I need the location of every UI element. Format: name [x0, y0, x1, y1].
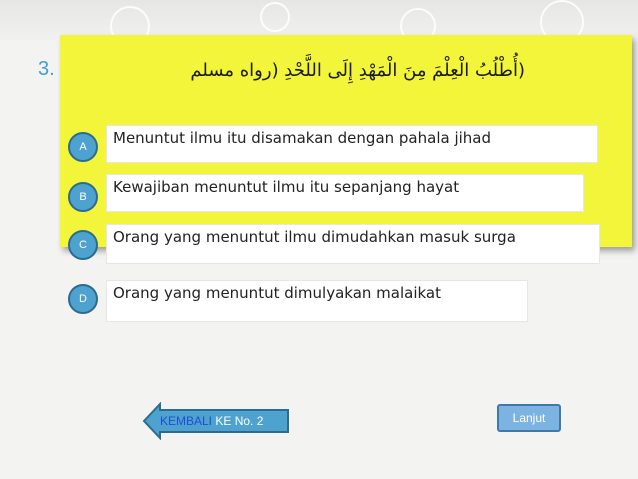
option-b-badge[interactable]: B	[68, 182, 98, 212]
back-label-kembali: KEMBALI	[160, 414, 213, 428]
decorative-header	[0, 0, 638, 40]
question-text: (أُطْلُبُ الْعِلْمَ مِنَ الْمَهْدِ إِلَى اللَّحْدِ (رواه مسلم	[190, 60, 525, 81]
option-a-badge[interactable]: A	[68, 132, 98, 162]
option-b-answer[interactable]: Kewajiban menuntut ilmu itu sepanjang hayat	[106, 174, 584, 212]
option-d-answer[interactable]: Orang yang menuntut dimulyakan malaikat	[106, 280, 528, 322]
next-button[interactable]: Lanjut	[497, 404, 561, 432]
swirl-ornament	[260, 2, 290, 32]
question-number: 3.	[38, 58, 55, 80]
option-d-badge[interactable]: D	[68, 284, 98, 314]
option-c-badge[interactable]: C	[68, 230, 98, 260]
back-label-target: KE No. 2	[212, 414, 264, 428]
back-button-label[interactable]	[160, 414, 263, 428]
option-c-answer[interactable]: Orang yang menuntut ilmu dimudahkan masuk surga	[106, 224, 600, 264]
option-a-answer[interactable]: Menuntut ilmu itu disamakan dengan pahala jihad	[106, 125, 598, 163]
